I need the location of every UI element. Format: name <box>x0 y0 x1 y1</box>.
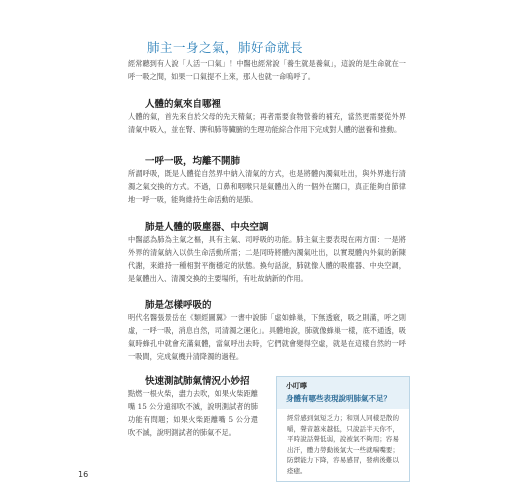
page-title: 肺主一身之氣，肺好命就長 <box>147 40 304 55</box>
section-heading: 一呼一吸，均離不開肺 <box>145 156 241 167</box>
tip-box-body: 經常感到氣短乏力；和別人同樣是散的嚼，聲音越來越低，只說話半天你不，平時說話聲低弱，說被氣不夠用；容易出汗，體力勞動後氣大一些就喘嘴要；防禦能力下降，容易感冒，發病後難以痊癒。 <box>287 414 399 475</box>
section-heading: 肺是人體的吸塵器、中央空調 <box>145 222 269 233</box>
section-heading: 肺是怎樣呼吸的 <box>145 300 212 311</box>
intro-paragraph: 經常聽到有人說「人活一口氣」！中醫也經常說「養生就是養氣」，這說的是生命就在一呼一吸之間，如果一口氣提不上來，那人也就一命嗚呼了。 <box>128 59 406 81</box>
tip-box <box>276 376 410 482</box>
section-heading: 快速測試肺氣情況小妙招 <box>145 376 250 387</box>
tip-box-question: 身體有哪些表現說明肺氣不足？ <box>286 394 391 403</box>
section-paragraph: 明代名醫張景岳在《類經圖翼》一書中說肺「虛如蜂巢，下無透竅，吸之則滿，呼之則虛，一呼一吸，消息自然，司清濁之運化」。具體地說，肺就像蜂巢一樣，底不通透，吸氣時蜂孔中就會充滿氣體，當氣呼出去時，它們就會變得空虛，就是在這樣自然的一呼一吸間，完成氣機升清降濁的過程。 <box>128 313 406 361</box>
section-heading: 人體的氣來自哪裡 <box>145 99 222 110</box>
section-paragraph: 人體的氣，首先來自於父母的先天精氣；再者需要食物營養的補充，當然更需要從外界清氣中吸入，並在腎、脾和肺等臟腑的生理功能綜合作用下完成對人體的滋養和推動。 <box>128 112 406 134</box>
tip-box-label: 小叮嚀 <box>286 382 307 390</box>
page-number: 16 <box>78 470 89 479</box>
section-paragraph: 所謂呼吸，既是人體從自然界中納入清氣的方式，也是將體內濁氣吐出，與外界進行清濁之氣交換的方式。不過，口鼻和咽喉只是氣體出入的一個外在關口，真正能夠自節律地一呼一吸，能夠維持生命活動的是肺。 <box>128 169 406 204</box>
section-paragraph: 中醫認為肺為主氣之樞，具有主氣、司呼吸的功能。肺主氣主要表現在兩方面：一是將外界的清氣納入以供生命活動所需；二是同時將體內濁氣吐出，以實現體內外氣的新陳代謝，來維持一種相對平衡穩定的狀態。換句話說，肺就像人體的吸塵器、中央空調，是氣體出入、清濁交換的主要場所，有吐故納新的作用。 <box>128 235 406 283</box>
section-paragraph: 點燃一根火柴，盡力去吹，如果火柴距離嘴 15 公分遠卻吹不滅，說明測試者的肺功能有問題；如果火柴距離嘴 5 公分還吹不滅，說明測試者的肺氣不足。 <box>128 389 258 437</box>
